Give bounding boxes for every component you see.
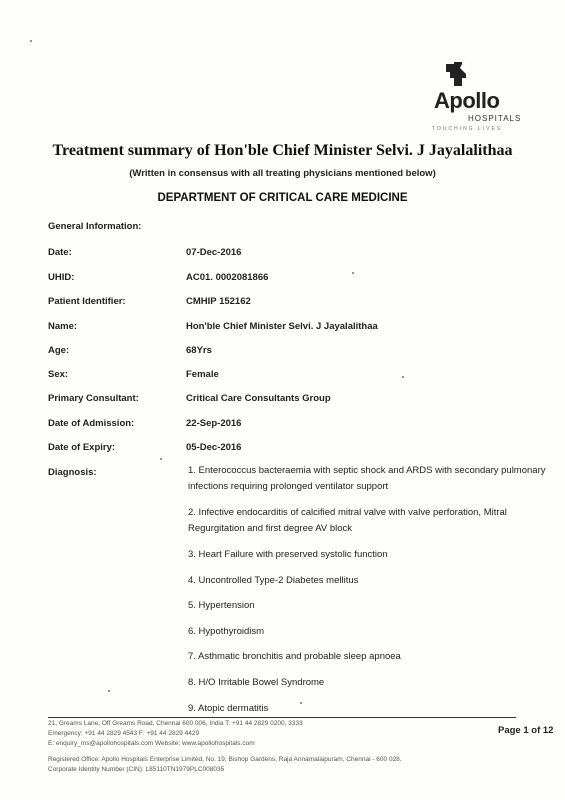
diagnosis-label: Diagnosis:	[48, 467, 97, 478]
logo-wordmark: Apollo	[434, 88, 500, 113]
diagnosis-item: 9. Atopic dermatitis	[188, 703, 269, 714]
field-label: Sex:	[48, 369, 69, 380]
footer-web: E: enquiry_ms@apollohospitals.com Website: www.apollohospitals.com	[48, 740, 255, 747]
field-value: CMHIP 152162	[186, 296, 251, 307]
scan-speck	[352, 272, 354, 274]
field-label: Date of Admission:	[48, 418, 135, 429]
field-label: Patient Identifier:	[48, 296, 126, 307]
footer-contact: Emergency: +91 44 2829 4543 F: +91 44 2829 4429	[48, 730, 200, 737]
scan-speck	[30, 40, 32, 42]
general-information-label: General Information:	[48, 221, 142, 232]
diagnosis-item: 1. Enterococcus bacteraemia with septic shock and ARDS with secondary pulmonary infections requiring prolonged ventilator support	[188, 465, 546, 492]
diagnosis-item: 8. H/O Irritable Bowel Syndrome	[188, 677, 325, 688]
document-title: Treatment summary of Hon'ble Chief Minister Selvi. J Jayalalithaa	[52, 142, 513, 159]
field-value: Female	[186, 369, 219, 380]
page-number: Page 1 of 12	[498, 725, 554, 736]
field-value: 68Yrs	[186, 345, 212, 356]
footer-divider	[48, 717, 516, 718]
diagnosis-item: 4. Uncontrolled Type-2 Diabetes mellitus	[188, 575, 359, 586]
apollo-logo	[430, 60, 530, 140]
scan-speck	[160, 458, 162, 460]
scan-speck	[108, 690, 110, 692]
field-value: AC01. 0002081866	[186, 272, 269, 283]
diagnosis-item: 6. Hypothyroidism	[188, 626, 265, 637]
diagnosis-item: 7. Asthmatic bronchitis and probable sleep apnoea	[188, 651, 401, 662]
field-value: 05-Dec-2016	[186, 442, 242, 453]
scan-speck	[402, 376, 404, 378]
field-label: Date:	[48, 247, 72, 258]
diagnosis-item: 2. Infective endocarditis of calcified mitral valve with valve perforation, Mitral Regurgitation and first degree AV block	[188, 507, 507, 534]
field-label: Age:	[48, 345, 70, 356]
department-heading: DEPARTMENT OF CRITICAL CARE MEDICINE	[157, 192, 408, 204]
logo-tagline: TOUCHING LIVES	[432, 126, 503, 132]
diagnosis-item: 5. Hypertension	[188, 600, 255, 611]
field-value: 22-Sep-2016	[186, 418, 242, 429]
document-subtitle: (Written in consensus with all treating physicians mentioned below)	[129, 168, 436, 179]
footer-cin: Corporate Identity Number (CIN): L85110TN1979PLC008035	[48, 766, 225, 773]
field-label: Name:	[48, 321, 78, 332]
logo-subtitle: HOSPITALS	[468, 114, 522, 123]
field-value: 07-Dec-2016	[186, 247, 242, 258]
diagnosis-item: 3. Heart Failure with preserved systolic function	[188, 549, 388, 560]
field-label: Primary Consultant:	[48, 393, 139, 404]
field-value: Hon'ble Chief Minister Selvi. J Jayalalithaa	[186, 321, 378, 332]
scan-speck	[300, 702, 302, 704]
footer-address: 21, Greams Lane, Off Greams Road, Chennai 600 006, India T: +91 44 2829 0200, 3333	[48, 720, 303, 727]
footer-registered-office: Registered Office: Apollo Hospitals Enterprise Limited, No. 19, Bishop Gardens, Raja Annamalaipuram, Chennai - 600 028.	[48, 756, 402, 763]
field-label: Date of Expiry:	[48, 442, 116, 453]
field-label: UHID:	[48, 272, 75, 283]
apollo-emblem-icon	[440, 60, 474, 90]
field-value: Critical Care Consultants Group	[186, 393, 331, 404]
